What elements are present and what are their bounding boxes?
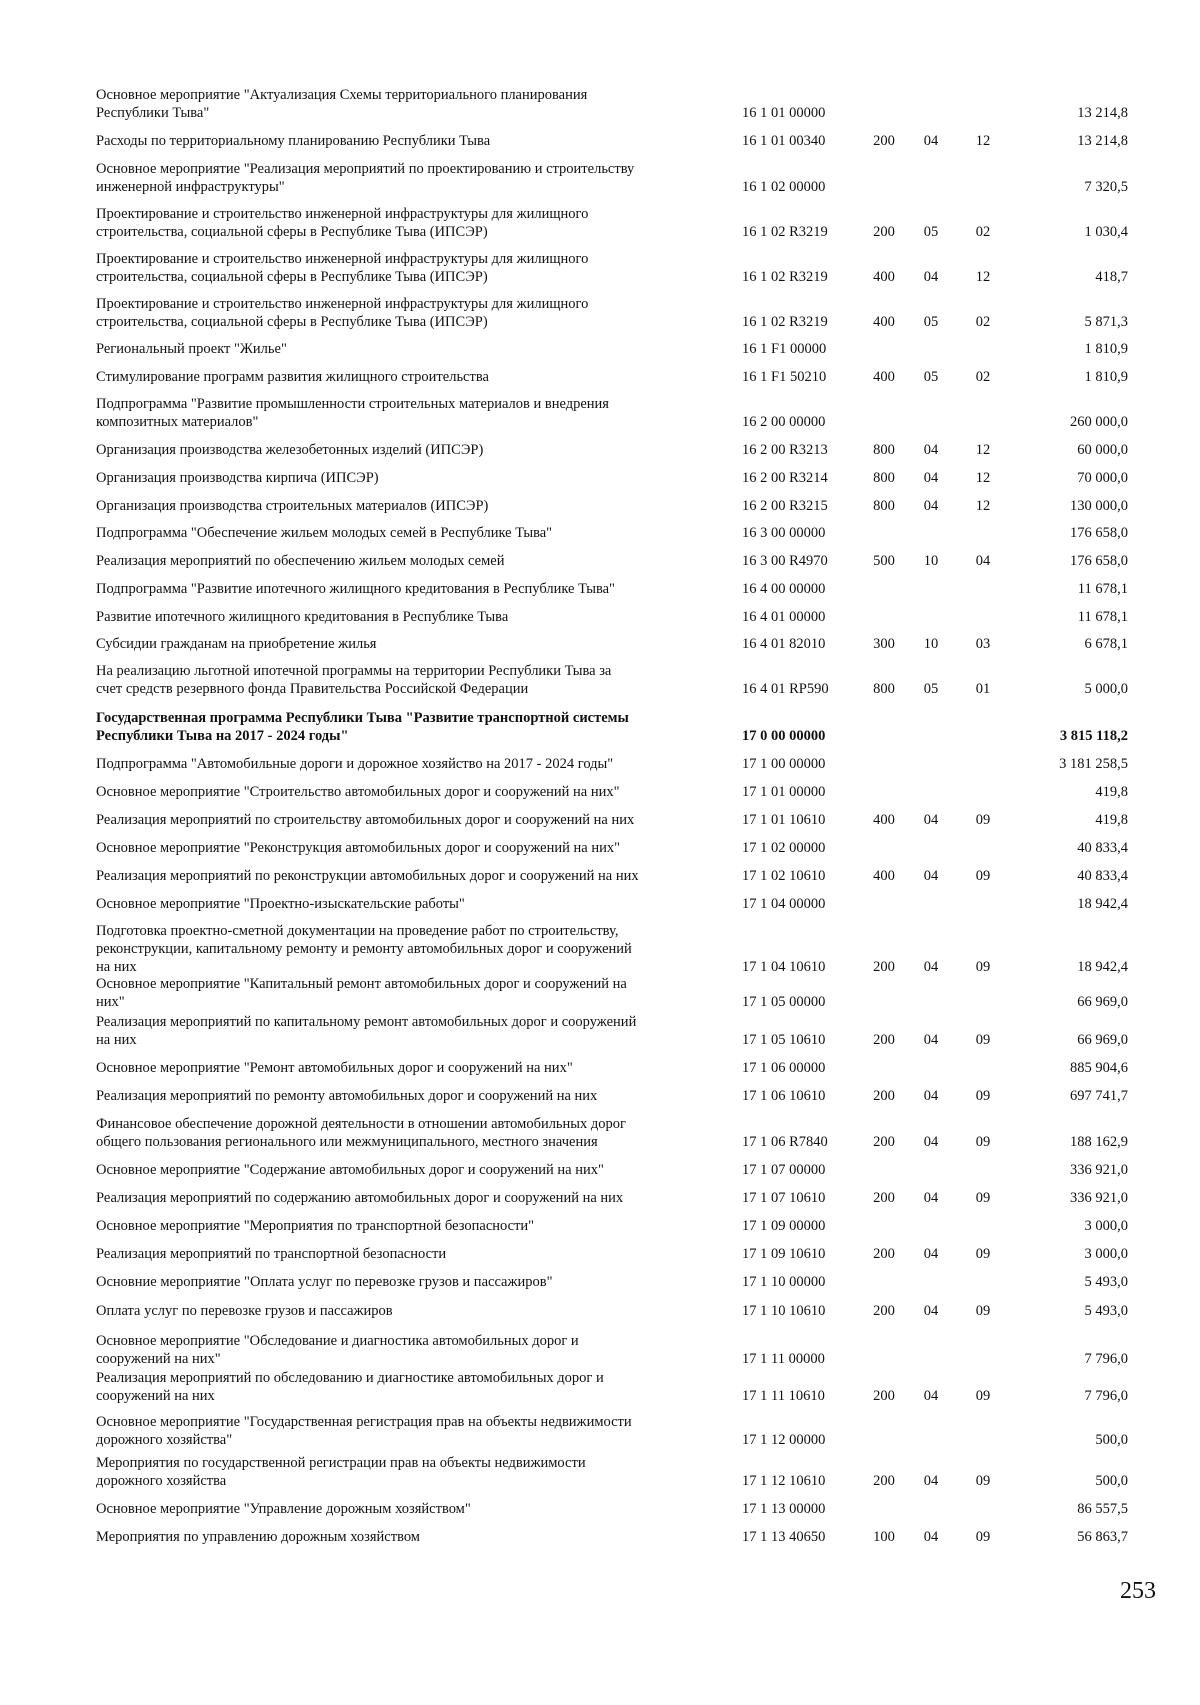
table-row	[0, 1273, 1200, 1291]
row-code: 17 1 13 40650	[742, 1529, 826, 1545]
row-expense-type: 200	[873, 1134, 895, 1150]
row-name: Реализация мероприятий по капитальному ремонт автомобильных дорог и сооружений на них	[96, 1014, 637, 1048]
row-subsection: 12	[975, 470, 991, 486]
row-amount: 11 678,1	[1077, 581, 1128, 597]
row-amount: 86 557,5	[1077, 1501, 1128, 1517]
row-subsection: 12	[975, 133, 991, 149]
row-code: 17 1 13 00000	[742, 1501, 826, 1517]
row-code: 17 1 09 00000	[742, 1218, 826, 1234]
row-subsection: 09	[975, 1473, 991, 1489]
row-name: Реализация мероприятий по реконструкции автомобильных дорог и сооружений на них	[96, 868, 639, 884]
row-amount: 56 863,7	[1077, 1529, 1128, 1545]
table-row	[0, 1528, 1200, 1546]
row-code: 17 1 05 00000	[742, 994, 826, 1010]
table-row	[0, 1161, 1200, 1179]
row-name: Мероприятия по управлению дорожным хозяйством	[96, 1529, 420, 1545]
row-name: Финансовое обеспечение дорожной деятельности в отношении автомобильных дорог общего пользования регионального или межмуниципального, местного значения	[96, 1116, 627, 1150]
row-amount: 70 000,0	[1077, 470, 1128, 486]
row-code: 16 1 02 R3219	[742, 224, 828, 240]
row-name: Оплата услуг по перевозке грузов и пассажиров	[96, 1303, 393, 1319]
table-row	[0, 755, 1200, 773]
row-amount: 66 969,0	[1077, 994, 1128, 1010]
row-expense-type: 200	[873, 133, 895, 149]
row-section: 04	[923, 1473, 939, 1489]
row-subsection: 04	[975, 553, 991, 569]
row-expense-type: 400	[873, 314, 895, 330]
row-amount: 7 796,0	[1084, 1388, 1128, 1404]
row-code: 16 1 01 00340	[742, 133, 826, 149]
row-name: Стимулирование программ развития жилищного строительства	[96, 369, 489, 385]
row-subsection: 12	[975, 269, 991, 285]
row-name: Основное мероприятие "Проектно-изыскательские работы"	[96, 896, 465, 912]
row-code: 17 1 09 10610	[742, 1246, 826, 1262]
row-section: 05	[923, 369, 939, 385]
row-name: Проектирование и строительство инженерной инфраструктуры для жилищного строительства, социальной сферы в Республике Тыва (ИПСЭР)	[96, 206, 589, 240]
row-amount: 7 320,5	[1084, 179, 1128, 195]
table-row	[0, 608, 1200, 626]
row-subsection: 09	[975, 1032, 991, 1048]
table-row	[0, 1454, 1200, 1490]
table-row	[0, 580, 1200, 598]
row-expense-type: 400	[873, 812, 895, 828]
row-name: Основное мероприятие "Обследование и диагностика автомобильных дорог и сооружений на них"	[96, 1333, 579, 1367]
row-code: 16 1 F1 50210	[742, 369, 827, 385]
row-name: Государственная программа Республики Тыва "Развитие транспортной системы Республики Тыва на 2017 - 2024 годы"	[96, 710, 629, 744]
row-expense-type: 400	[873, 868, 895, 884]
table-row	[0, 635, 1200, 653]
row-code: 16 4 01 00000	[742, 609, 826, 625]
row-name: Подпрограмма "Развитие промышленности строительных материалов и внедрения композитных материалов"	[96, 396, 609, 430]
table-row	[0, 1500, 1200, 1518]
row-name: Расходы по территориальному планированию Республики Тыва	[96, 133, 491, 149]
row-expense-type: 400	[873, 369, 895, 385]
page-number: 253	[1120, 1578, 1156, 1604]
row-amount: 6 678,1	[1084, 636, 1128, 652]
row-name: Реализация мероприятий по транспортной безопасности	[96, 1246, 447, 1262]
row-expense-type: 300	[873, 636, 895, 652]
row-subsection: 09	[975, 1190, 991, 1206]
row-expense-type: 200	[873, 1190, 895, 1206]
table-row	[0, 250, 1200, 286]
row-code: 17 1 07 00000	[742, 1162, 826, 1178]
row-section: 04	[923, 133, 939, 149]
row-amount: 1 810,9	[1084, 369, 1128, 385]
row-amount: 336 921,0	[1070, 1162, 1128, 1178]
row-amount: 3 181 258,5	[1059, 756, 1128, 772]
row-amount: 697 741,7	[1070, 1088, 1128, 1104]
row-name: Реализация мероприятий по ремонту автомобильных дорог и сооружений на них	[96, 1088, 598, 1104]
row-code: 16 4 00 00000	[742, 581, 826, 597]
row-name: Подпрограмма "Обеспечение жильем молодых семей в Республике Тыва"	[96, 525, 553, 541]
row-amount: 60 000,0	[1077, 442, 1128, 458]
row-amount: 176 658,0	[1070, 553, 1128, 569]
table-row	[0, 709, 1200, 745]
row-name: На реализацию льготной ипотечной программы на территории Республики Тыва за счет средств резервного фонда Правительства Российской Федерации	[96, 663, 612, 697]
table-row	[0, 811, 1200, 829]
row-name: Основное мероприятие "Строительство автомобильных дорог и сооружений на них"	[96, 784, 620, 800]
row-name: Подпрограмма "Развитие ипотечного жилищного кредитования в Республике Тыва"	[96, 581, 615, 597]
row-subsection: 09	[975, 812, 991, 828]
row-section: 04	[923, 1190, 939, 1206]
row-code: 17 1 12 00000	[742, 1432, 826, 1448]
row-code: 17 1 10 00000	[742, 1274, 826, 1290]
table-row	[0, 441, 1200, 459]
row-amount: 18 942,4	[1077, 959, 1128, 975]
row-code: 16 2 00 R3213	[742, 442, 828, 458]
row-section: 04	[923, 269, 939, 285]
table-row	[0, 86, 1200, 122]
table-row	[0, 1245, 1200, 1263]
row-amount: 3 815 118,2	[1059, 728, 1128, 744]
row-name: Основное мероприятие "Реконструкция автомобильных дорог и сооружений на них"	[96, 840, 621, 856]
row-subsection: 09	[975, 1246, 991, 1262]
row-amount: 5 493,0	[1084, 1274, 1128, 1290]
row-name: Организация производства кирпича (ИПСЭР)	[96, 470, 379, 486]
table-row	[0, 1087, 1200, 1105]
row-amount: 3 000,0	[1084, 1218, 1128, 1234]
row-name: Основное мероприятие "Содержание автомобильных дорог и сооружений на них"	[96, 1162, 604, 1178]
table-row	[0, 132, 1200, 150]
table-row	[0, 839, 1200, 857]
row-name: Организация производства строительных материалов (ИПСЭР)	[96, 498, 489, 514]
row-name: Мероприятия по государственной регистрации прав на объекты недвижимости дорожного хозяйства	[96, 1455, 586, 1489]
row-code: 16 1 02 00000	[742, 179, 826, 195]
row-amount: 13 214,8	[1077, 105, 1128, 121]
row-subsection: 02	[975, 369, 991, 385]
row-subsection: 01	[975, 681, 991, 697]
row-name: Региональный проект "Жилье"	[96, 341, 287, 357]
row-name: Основное мероприятие "Мероприятия по транспортной безопасности"	[96, 1218, 535, 1234]
row-section: 04	[923, 442, 939, 458]
row-subsection: 09	[975, 1388, 991, 1404]
row-name: Основное мероприятие "Капитальный ремонт автомобильных дорог и сооружений на них"	[96, 976, 627, 1010]
table-row	[0, 340, 1200, 358]
row-name: Субсидии гражданам на приобретение жилья	[96, 636, 377, 652]
row-section: 04	[923, 1134, 939, 1150]
row-name: Развитие ипотечного жилищного кредитования в Республике Тыва	[96, 609, 509, 625]
table-row	[0, 783, 1200, 801]
row-subsection: 09	[975, 959, 991, 975]
row-code: 17 1 12 10610	[742, 1473, 826, 1489]
row-amount: 40 833,4	[1077, 840, 1128, 856]
row-amount: 1 030,4	[1084, 224, 1128, 240]
row-amount: 188 162,9	[1070, 1134, 1128, 1150]
table-row	[0, 469, 1200, 487]
row-section: 04	[923, 470, 939, 486]
row-subsection: 12	[975, 498, 991, 514]
row-subsection: 09	[975, 1088, 991, 1104]
row-expense-type: 800	[873, 470, 895, 486]
row-name: Реализация мероприятий по обследованию и диагностике автомобильных дорог и сооружений на них	[96, 1370, 604, 1404]
row-amount: 418,7	[1095, 269, 1128, 285]
table-row	[0, 1059, 1200, 1077]
row-amount: 40 833,4	[1077, 868, 1128, 884]
table-row	[0, 975, 1200, 1011]
row-name: Основное мероприятие "Ремонт автомобильных дорог и сооружений на них"	[96, 1060, 573, 1076]
row-amount: 66 969,0	[1077, 1032, 1128, 1048]
row-expense-type: 200	[873, 1088, 895, 1104]
row-code: 17 1 07 10610	[742, 1190, 826, 1206]
row-name: Проектирование и строительство инженерной инфраструктуры для жилищного строительства, социальной сферы в Республике Тыва (ИПСЭР)	[96, 296, 589, 330]
row-subsection: 12	[975, 442, 991, 458]
row-expense-type: 200	[873, 1388, 895, 1404]
row-code: 16 2 00 R3215	[742, 498, 828, 514]
row-amount: 1 810,9	[1084, 341, 1128, 357]
row-amount: 13 214,8	[1077, 133, 1128, 149]
table-row	[0, 1332, 1200, 1368]
row-section: 04	[923, 1088, 939, 1104]
row-section: 05	[923, 681, 939, 697]
row-expense-type: 200	[873, 1246, 895, 1262]
row-expense-type: 800	[873, 498, 895, 514]
row-amount: 5 493,0	[1084, 1303, 1128, 1319]
table-row	[0, 1115, 1200, 1151]
row-code: 16 2 00 00000	[742, 414, 826, 430]
row-code: 16 1 02 R3219	[742, 269, 828, 285]
table-row	[0, 1217, 1200, 1235]
row-section: 05	[923, 224, 939, 240]
table-row	[0, 662, 1200, 698]
row-section: 04	[923, 1303, 939, 1319]
row-section: 04	[923, 812, 939, 828]
row-subsection: 09	[975, 868, 991, 884]
row-section: 04	[923, 1388, 939, 1404]
row-code: 17 1 02 10610	[742, 868, 826, 884]
row-section: 10	[923, 553, 939, 569]
row-expense-type: 200	[873, 224, 895, 240]
table-row	[0, 1369, 1200, 1405]
row-subsection: 02	[975, 224, 991, 240]
row-name: Основное мероприятие "Реализация мероприятий по проектированию и строительству инженерной инфраструктуры"	[96, 161, 635, 195]
table-row	[0, 1302, 1200, 1320]
table-row	[0, 395, 1200, 431]
row-amount: 500,0	[1095, 1473, 1128, 1489]
row-code: 16 4 01 RP590	[742, 681, 829, 697]
row-code: 17 1 06 10610	[742, 1088, 826, 1104]
table-row	[0, 1013, 1200, 1049]
row-code: 17 1 04 10610	[742, 959, 826, 975]
row-code: 16 4 01 82010	[742, 636, 826, 652]
row-name: Подпрограмма "Автомобильные дороги и дорожное хозяйство на 2017 - 2024 годы"	[96, 756, 614, 772]
row-section: 04	[923, 959, 939, 975]
row-amount: 336 921,0	[1070, 1190, 1128, 1206]
row-expense-type: 200	[873, 1473, 895, 1489]
row-name: Основное мероприятие "Управление дорожным хозяйством"	[96, 1501, 471, 1517]
row-code: 17 1 11 00000	[742, 1351, 825, 1367]
row-code: 16 3 00 R4970	[742, 553, 828, 569]
row-amount: 130 000,0	[1070, 498, 1128, 514]
row-subsection: 03	[975, 636, 991, 652]
row-name: Основное мероприятие "Государственная регистрация прав на объекты недвижимости дорожного хозяйства"	[96, 1414, 632, 1448]
row-name: Реализация мероприятий по содержанию автомобильных дорог и сооружений на них	[96, 1190, 624, 1206]
row-expense-type: 200	[873, 959, 895, 975]
row-name: Подготовка проектно-сметной документации на проведение работ по строительству, реконструкции, капитальному ремонту и ремонту автомобильных дорог и сооружений на них	[96, 923, 632, 975]
row-code: 17 1 05 10610	[742, 1032, 826, 1048]
row-expense-type: 800	[873, 681, 895, 697]
row-amount: 11 678,1	[1077, 609, 1128, 625]
row-expense-type: 200	[873, 1032, 895, 1048]
row-code: 17 1 10 10610	[742, 1303, 826, 1319]
row-code: 16 1 F1 00000	[742, 341, 827, 357]
table-row	[0, 524, 1200, 542]
row-code: 16 3 00 00000	[742, 525, 826, 541]
row-code: 16 1 01 00000	[742, 105, 826, 121]
row-amount: 419,8	[1095, 784, 1128, 800]
row-expense-type: 200	[873, 1303, 895, 1319]
table-row	[0, 867, 1200, 885]
row-amount: 885 904,6	[1070, 1060, 1128, 1076]
table-row	[0, 552, 1200, 570]
table-row	[0, 205, 1200, 241]
table-row	[0, 1413, 1200, 1449]
row-amount: 500,0	[1095, 1432, 1128, 1448]
table-row	[0, 1189, 1200, 1207]
row-section: 04	[923, 868, 939, 884]
row-code: 17 1 11 10610	[742, 1388, 825, 1404]
row-code: 17 0 00 00000	[742, 728, 826, 744]
row-amount: 419,8	[1095, 812, 1128, 828]
row-amount: 176 658,0	[1070, 525, 1128, 541]
row-section: 04	[923, 1246, 939, 1262]
row-code: 17 1 01 10610	[742, 812, 826, 828]
row-section: 04	[923, 1529, 939, 1545]
row-code: 17 1 01 00000	[742, 784, 826, 800]
table-row	[0, 497, 1200, 515]
row-expense-type: 400	[873, 269, 895, 285]
row-section: 04	[923, 1032, 939, 1048]
row-amount: 18 942,4	[1077, 896, 1128, 912]
row-amount: 3 000,0	[1084, 1246, 1128, 1262]
row-subsection: 09	[975, 1529, 991, 1545]
table-row	[0, 922, 1200, 976]
table-row	[0, 895, 1200, 913]
row-name: Основное мероприятие "Актуализация Схемы территориального планирования Республики Тыва"	[96, 87, 588, 121]
row-code: 17 1 02 00000	[742, 840, 826, 856]
row-expense-type: 100	[873, 1529, 895, 1545]
table-row	[0, 295, 1200, 331]
row-code: 17 1 00 00000	[742, 756, 826, 772]
row-section: 05	[923, 314, 939, 330]
row-expense-type: 800	[873, 442, 895, 458]
row-name: Основние мероприятие "Оплата услуг по перевозке грузов и пассажиров"	[96, 1274, 553, 1290]
row-section: 04	[923, 498, 939, 514]
row-expense-type: 500	[873, 553, 895, 569]
row-code: 16 2 00 R3214	[742, 470, 828, 486]
row-code: 17 1 06 R7840	[742, 1134, 828, 1150]
row-amount: 260 000,0	[1070, 414, 1128, 430]
row-code: 17 1 04 00000	[742, 896, 826, 912]
row-code: 16 1 02 R3219	[742, 314, 828, 330]
row-amount: 7 796,0	[1084, 1351, 1128, 1367]
row-code: 17 1 06 00000	[742, 1060, 826, 1076]
row-name: Проектирование и строительство инженерной инфраструктуры для жилищного строительства, социальной сферы в Республике Тыва (ИПСЭР)	[96, 251, 589, 285]
table-row	[0, 368, 1200, 386]
row-name: Реализация мероприятий по строительству автомобильных дорог и сооружений на них	[96, 812, 635, 828]
row-name: Реализация мероприятий по обеспечению жильем молодых семей	[96, 553, 505, 569]
table-row	[0, 160, 1200, 196]
row-amount: 5 000,0	[1084, 681, 1128, 697]
row-name: Организация производства железобетонных изделий (ИПСЭР)	[96, 442, 484, 458]
row-amount: 5 871,3	[1084, 314, 1128, 330]
row-subsection: 09	[975, 1303, 991, 1319]
row-subsection: 02	[975, 314, 991, 330]
row-subsection: 09	[975, 1134, 991, 1150]
row-section: 10	[923, 636, 939, 652]
